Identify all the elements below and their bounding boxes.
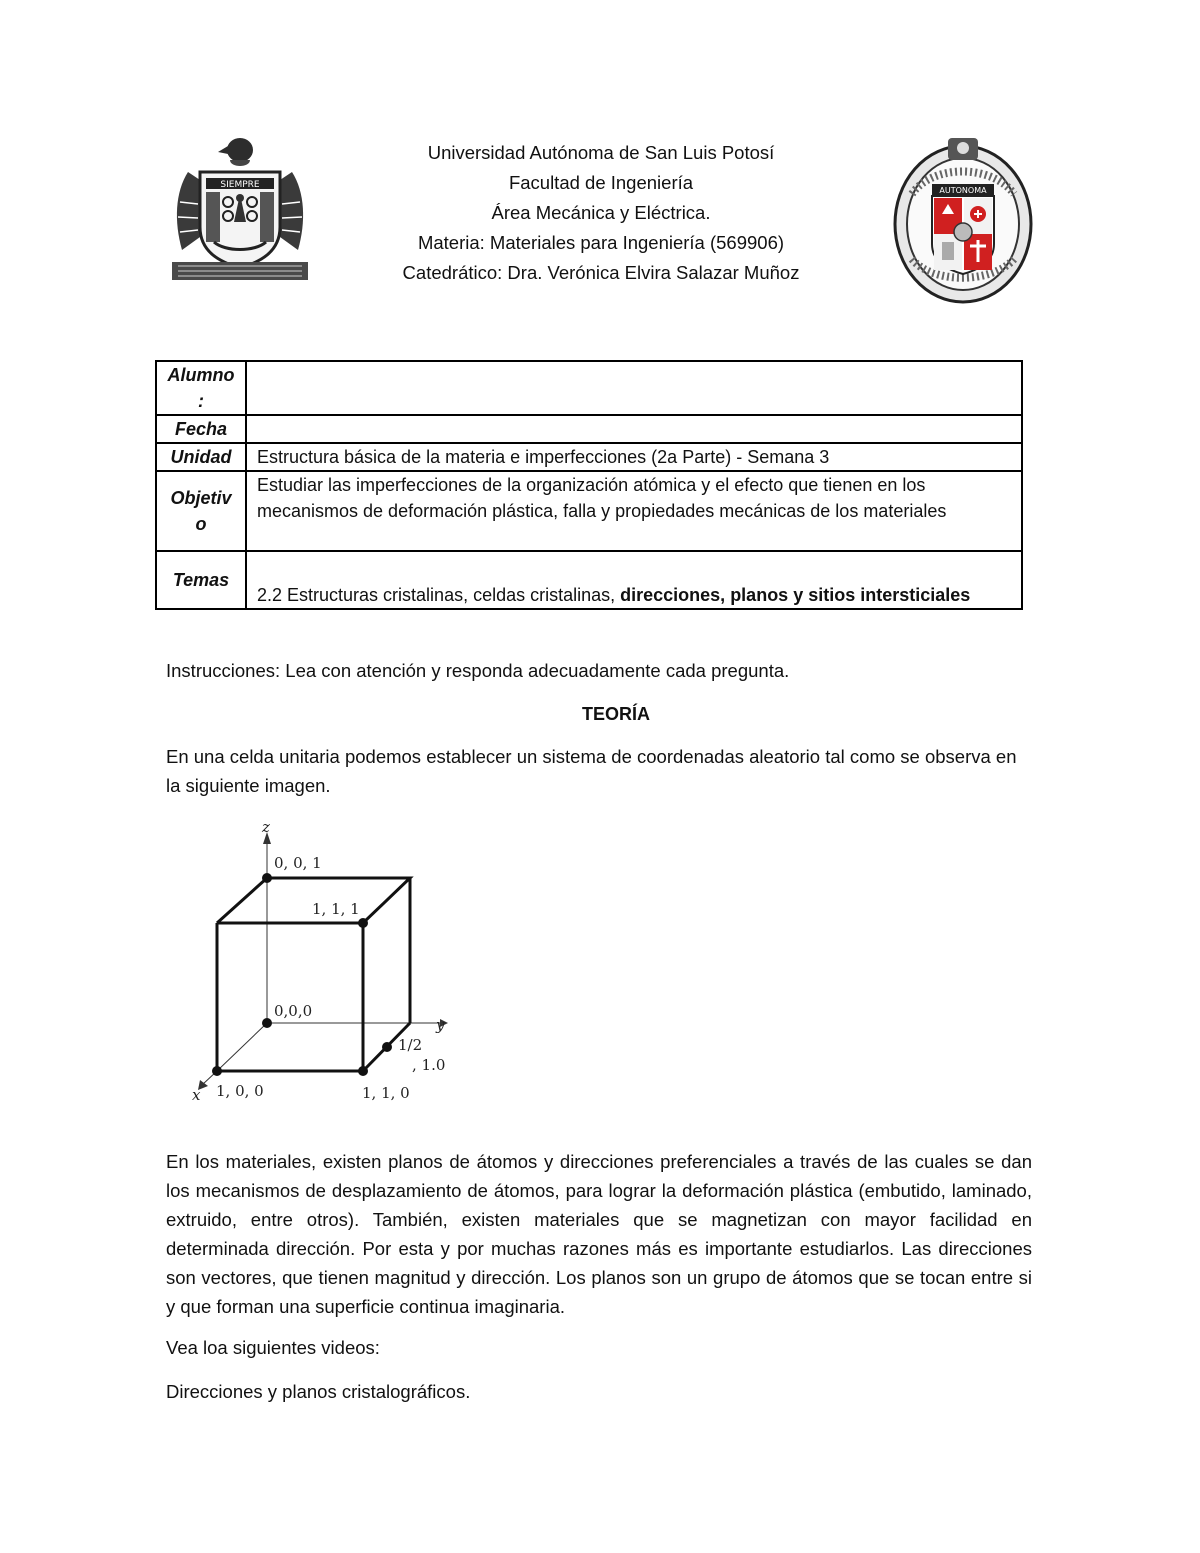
unidad-value: Estructura básica de la materia e imperfecciones (2a Parte) - Semana 3 [246,443,1022,471]
point-half-10 [382,1042,392,1052]
x-axis-hidden [217,1023,267,1071]
table-row [156,443,1022,471]
table-row [156,471,1022,551]
table-row [156,361,1022,415]
logo-right-top-text: AUTONOMA [939,186,987,195]
label-half-fraction: 1/2 [398,1036,423,1054]
label-half-rest: , 1.0 [412,1056,446,1074]
objetivo-label: Objetiv o [156,471,246,551]
instructions: Instrucciones: Lea con atención y responda adecuadamente cada pregunta. [166,660,790,681]
point-001 [262,873,272,883]
table-row [156,551,1022,609]
videos-intro: Vea loa siguientes videos: [166,1337,380,1358]
engineering-faculty-logo [892,134,1034,306]
professor-name: Catedrático: Dra. Verónica Elvira Salazar Muñoz [402,262,800,283]
video-link[interactable]: Direcciones y planos cristalográficos. [166,1381,471,1402]
uaslp-logo [170,132,310,288]
document-header [310,138,892,288]
label-100: 1, 0, 0 [216,1082,264,1100]
axis-y-label: y [436,1016,445,1034]
body-paragraph: En los materiales, existen planos de átomos y direcciones preferenciales a través de las cuales se dan los mecanismos de desplazamiento de átomos, para lograr la deformación plástica (embutido, laminado, extruido, entre otros). También, existen materiales que se magnetizan con mayor facilidad en determinada dirección. Por esta y por muchas razones más es importante estudiarlos. Las direcciones son vectores, que tienen magnitud y dirección. Los planos son un grupo de átomos que se tocan entre si y que forman una superficie continua imaginaria. [166,1151,1032,1317]
fecha-label: Fecha [156,415,246,443]
axis-x-label: x [192,1086,201,1104]
label-001: 0, 0, 1 [274,854,322,872]
point-111 [358,918,368,928]
intro-paragraph: En una celda unitaria podemos establecer un sistema de coordenadas aleatorio tal como se observa en la siguiente imagen. [166,746,1017,796]
point-000 [262,1018,272,1028]
temas-label: Temas [156,551,246,609]
logo-left-top-text: SIEMPRE [220,180,260,190]
table-row [156,415,1022,443]
temas-value-normal: 2.2 Estructuras cristalinas, celdas cristalinas, [257,585,621,605]
subject-name: Materia: Materiales para Ingeniería (569906) [417,232,785,253]
label-000: 0,0,0 [274,1002,313,1020]
info-table [155,360,1023,610]
fecha-value[interactable] [246,415,1022,443]
university-name: Universidad Autónoma de San Luis Potosí [427,142,775,163]
label-111: 1, 1, 1 [312,900,360,918]
point-100 [212,1066,222,1076]
area-name: Área Mecánica y Eléctrica. [491,202,711,223]
faculty-name: Facultad de Ingeniería [508,172,694,193]
section-title: TEORÍA [581,704,650,724]
objetivo-value: Estudiar las imperfecciones de la organización atómica y el efecto que tienen en los mecanismos de deformación plástica, falla y propiedades mecánicas de los materiales [246,471,1022,551]
label-110: 1, 1, 0 [362,1084,410,1102]
alumno-value[interactable] [246,361,1022,415]
axis-z-label: z [262,818,270,836]
unit-cell-diagram [186,818,476,1110]
temas-value [246,551,1022,609]
point-110 [358,1066,368,1076]
temas-value-bold: direcciones, planos y sitios intersticiales [620,585,971,605]
alumno-label: Alumno : [156,361,246,415]
unidad-label: Unidad [156,443,246,471]
